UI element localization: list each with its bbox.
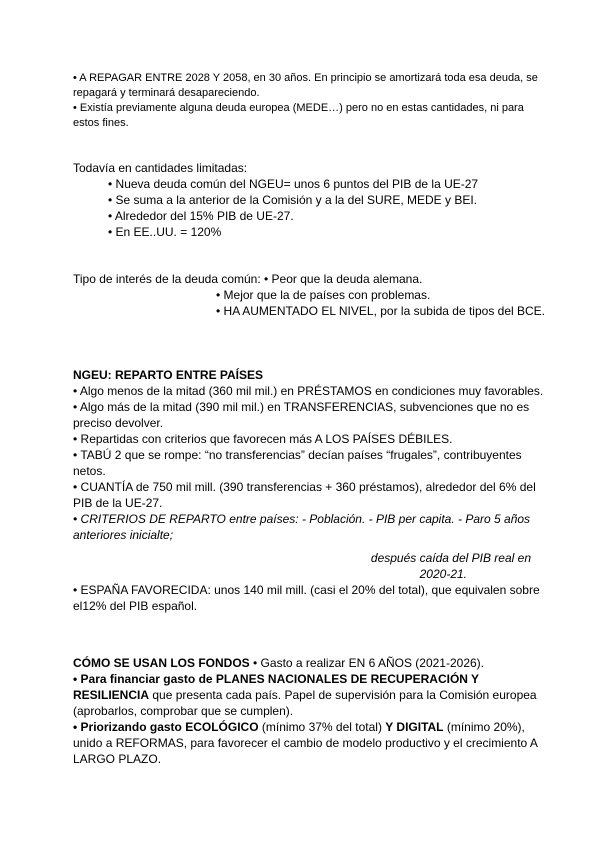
- list-item: • Peor que la deuda alemana.: [264, 272, 423, 286]
- interest-rate-lead: Tipo de interés de la deuda común:: [73, 272, 265, 286]
- list-item: • Se suma a la anterior de la Comisión y a la del SURE, MEDE y BEI.: [108, 193, 478, 207]
- funds-heading: CÓMO SE USAN LOS FONDOS: [73, 656, 250, 670]
- list-item: • Nueva deuda común del NGEU= unos 6 puntos del PIB de la UE-27: [108, 177, 479, 191]
- recovery-plans-bold: • Para financiar gasto de PLANES NACIONALES DE RECUPERACIÓN Y RESILIENCIA: [73, 672, 479, 702]
- funds-heading-row: [73, 655, 553, 671]
- interest-rate-section: [73, 271, 553, 319]
- repay-bullet: • A REPAGAR ENTRE 2028 Y 2058, en 30 años. En principio se amortizará toda esa deuda, se repagará y terminará desapareciendo.: [73, 72, 538, 99]
- list-item: • En EE..UU. = 120%: [108, 225, 222, 239]
- list-item: • TABÚ 2 que se rompe: “no transferencias” decían países “frugales”, contribuyentes netos.: [73, 448, 522, 478]
- interest-rate-row: [73, 271, 553, 287]
- digital-bold: Y DIGITAL: [385, 720, 444, 734]
- funds-usage-section: [73, 655, 553, 767]
- prior-debt-bullet: • Existía previamente alguna deuda europea (MEDE…) pero no en estas cantidades, ni para estos fines.: [73, 102, 524, 129]
- distribution-heading: NGEU: REPARTO ENTRE PAÍSES: [73, 368, 264, 382]
- intro-section: [73, 71, 553, 131]
- spain-bullet: • ESPAÑA FAVORECIDA: unos 140 mil mill. (casi el 20% del total), que equivalen sobre el12% del PIB español.: [73, 583, 540, 613]
- criteria-years: 2020-21.: [419, 567, 467, 581]
- recovery-plans-text: que presenta cada país. Papel de supervisión para la Comisión europea (aprobarlos, comprobar que se cumplen).: [73, 688, 537, 718]
- list-item: • Mejor que la de países con problemas.: [216, 288, 431, 302]
- list-item: • HA AUMENTADO EL NIVEL, por la subida de tipos del BCE.: [216, 304, 546, 318]
- ecological-minimum: (mínimo 37% del total): [258, 720, 386, 734]
- ecological-bold: • Priorizando gasto ECOLÓGICO: [73, 720, 259, 734]
- list-item: • Algo menos de la mitad (360 mil mil.) en PRÉSTAMOS en condiciones muy favorables.: [73, 384, 544, 398]
- list-item: • CUANTÍA de 750 mil mill. (390 transferencias + 360 préstamos), alrededor del 6% del PIB de la UE-27.: [73, 480, 536, 510]
- limited-amounts-section: [73, 160, 553, 240]
- list-item: • Alrededor del 15% PIB de UE-27.: [108, 209, 294, 223]
- recovery-plans-bullet: [73, 671, 553, 719]
- funds-heading-detail: • Gasto a realizar EN 6 AÑOS (2021-2026).: [249, 656, 484, 670]
- distribution-section: [73, 367, 553, 614]
- criteria-bullet: • CRITERIOS DE REPARTO entre países: - Población. - PIB per capita. - Paro 5 años anteriores inicialte;: [73, 512, 531, 542]
- list-item: • Repartidas con criterios que favorecen más A LOS PAÍSES DÉBILES.: [73, 432, 453, 446]
- limited-amounts-heading: Todavía en cantidades limitadas:: [73, 161, 248, 175]
- criteria-continuation: después caída del PIB real en: [370, 551, 531, 565]
- priorities-text: (mínimo 20%), unido a REFORMAS, para favorecer el cambio de modelo productivo y el crecimiento A LARGO PLAZO.: [73, 720, 538, 766]
- list-item: • Algo más de la mitad (390 mil mil.) en TRANSFERENCIAS, subvenciones que no es preciso devolver.: [73, 400, 530, 430]
- priorities-bullet: [73, 719, 553, 767]
